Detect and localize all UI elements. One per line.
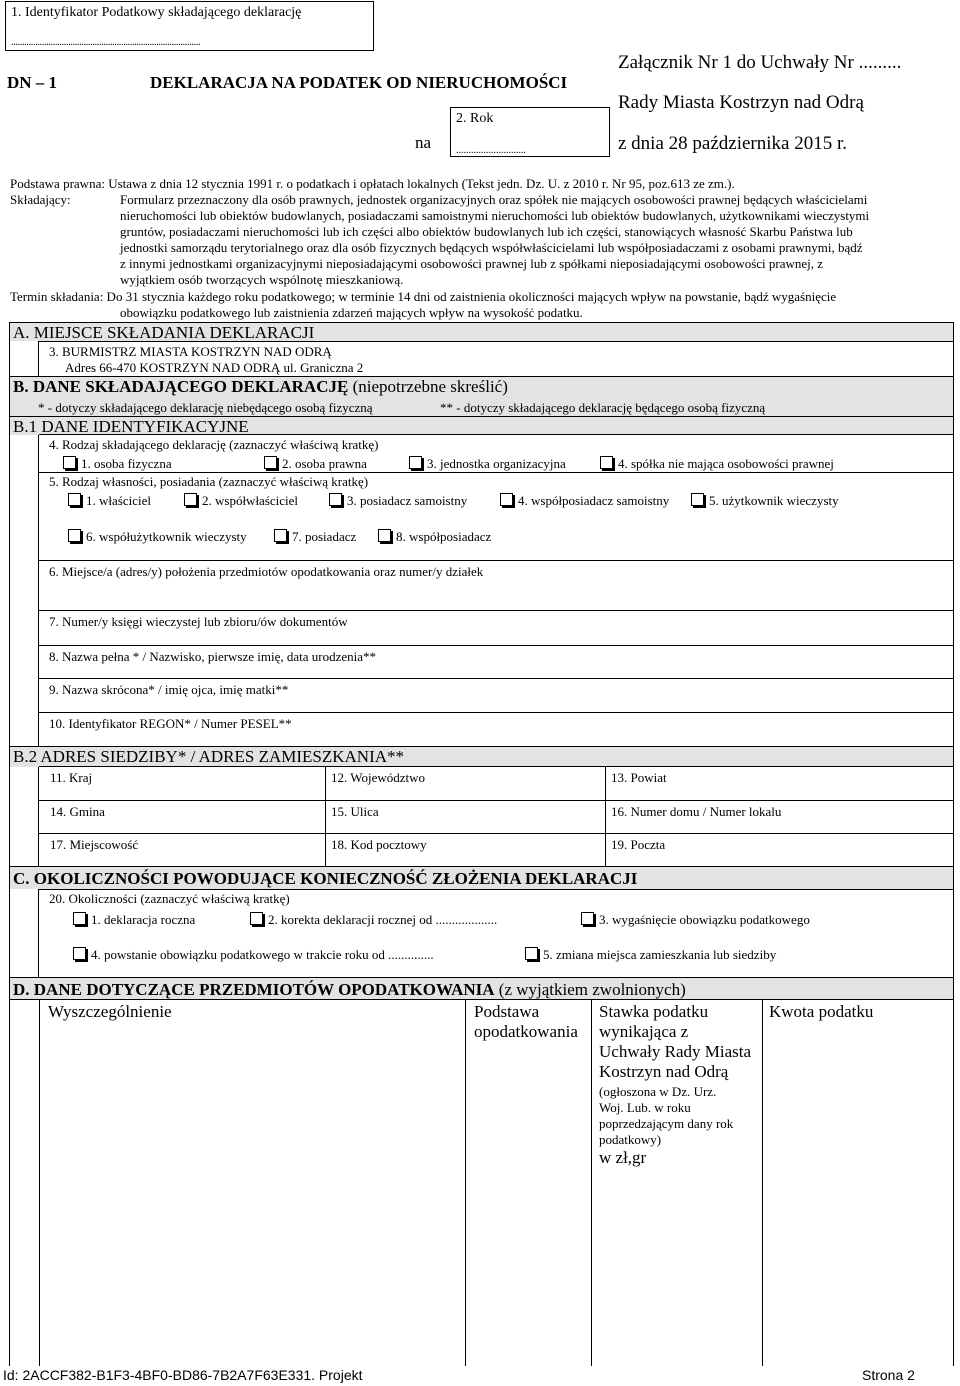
field-9-label: 9. Nazwa skrócona* / imię ojca, imię matki** <box>49 682 289 697</box>
taxpayer-id-box[interactable] <box>5 1 374 51</box>
col-rate-unit: w zł,gr <box>599 1148 647 1167</box>
option-label: 1. właściciel <box>86 493 151 508</box>
footer <box>0 1366 960 1386</box>
section-a-title: A. MIEJSCE SKŁADANIA DEKLARACJI <box>13 323 315 342</box>
filer-line-2: nieruchomości lub obiektów budowlanych, posiadaczami samoistnymi nieruchomości lub obiektów budowlanych, użytkownikami wieczystymi <box>120 208 870 223</box>
checkbox-icon[interactable] <box>264 456 277 469</box>
checkbox-icon[interactable] <box>63 456 76 469</box>
form-code: DN – 1 <box>7 73 58 92</box>
section-b-title <box>13 377 508 397</box>
col-rate-note-1: (ogłoszona w Dz. Urz. <box>599 1084 717 1099</box>
field-9[interactable] <box>39 678 953 713</box>
checkbox-icon[interactable] <box>184 493 197 506</box>
option-address-change[interactable] <box>525 947 776 962</box>
annex-line-3: z dnia 28 października 2015 r. <box>618 133 847 154</box>
field-10-label: 10. Identyfikator REGON* / Numer PESEL** <box>49 716 292 731</box>
field-8-label: 8. Nazwa pełna * / Nazwisko, pierwsze imię, data urodzenia** <box>49 649 377 664</box>
field-city[interactable]: 17. Miejscowość <box>50 837 139 852</box>
option-label: 6. współużytkownik wieczysty <box>86 529 247 544</box>
section-b-title-rest: (niepotrzebne skreślić) <box>348 377 508 396</box>
page-number: Strona 2 <box>862 1367 915 1383</box>
option-perpetual-user[interactable] <box>691 493 839 508</box>
checkbox-icon[interactable] <box>68 529 81 542</box>
taxpayer-id-label: 1. Identyfikator Podatkowy składającego deklarację <box>11 5 302 20</box>
deadline-line-1: Termin składania: Do 31 stycznia każdego roku podatkowego; w terminie 14 dni od zaistnienia okoliczności mających wpływ na powstanie, bądź wygaśnięcie <box>10 289 837 304</box>
checkbox-icon[interactable] <box>329 493 342 506</box>
option-label: 5. zmiana miejsca zamieszkania lub siedziby <box>543 947 777 962</box>
section-c-header <box>10 867 953 889</box>
option-label: 8. współposiadacz <box>396 529 492 544</box>
option-organizational-unit[interactable] <box>409 456 566 471</box>
option-label: 1. osoba fizyczna <box>81 456 172 471</box>
field-house-number[interactable]: 16. Numer domu / Numer lokalu <box>611 804 782 819</box>
field-voivodeship[interactable]: 12. Województwo <box>331 770 426 785</box>
document-id: Id: 2ACCF382-B1F3-4BF0-BD86-7B2A7F63E331. Projekt <box>3 1367 363 1383</box>
option-label: 2. osoba prawna <box>282 456 367 471</box>
option-obligation-expiry[interactable] <box>581 912 810 927</box>
form-title: DEKLARACJA NA PODATEK OD NIERUCHOMOŚCI <box>150 73 568 92</box>
section-d-header <box>10 977 953 1000</box>
filer-line-5: z innymi jednostkami organizacyjnymi nieposiadającymi osobowości prawnej lub z spółkami nieposiadającymi osobowości prawnej, z <box>120 256 824 271</box>
section-d-title-rest: (z wyjątkiem zwolnionych) <box>494 980 686 999</box>
option-label: 4. spółka nie mająca osobowości prawnej <box>618 456 834 471</box>
checkbox-icon[interactable] <box>73 947 86 960</box>
note-natural-person: ** - dotyczy składającego deklarację będącego osobą fizyczną <box>440 400 766 415</box>
year-dots: ............................ <box>456 145 526 156</box>
filer-line-3: gruntów, posiadaczami nieruchomości lub ich części albo obiektów budowlanych lub ich części, stanowiących własność Skarbu Państwa lub <box>120 224 853 239</box>
deadline-line-2: obowiązku podatkowego lub zaistnienia zdarzeń mających wpływ na wysokość podatku. <box>120 305 583 320</box>
section-b-title-bold: B. DANE SKŁADAJĄCEGO DEKLARACJĘ <box>13 377 349 396</box>
col-tax-base-2: opodatkowania <box>474 1022 578 1041</box>
option-partnership[interactable] <box>600 456 834 471</box>
field-5-label: 5. Rodzaj własności, posiadania (zaznaczyć właściwą kratkę) <box>49 474 369 489</box>
checkbox-icon[interactable] <box>525 947 538 960</box>
field-country[interactable]: 11. Kraj <box>50 770 93 785</box>
section-d-title <box>13 980 686 1000</box>
col-description: Wyszczególnienie <box>48 1002 172 1021</box>
option-obligation-start[interactable] <box>73 947 434 962</box>
option-label: 5. użytkownik wieczysty <box>709 493 839 508</box>
annex-line-1: Załącznik Nr 1 do Uchwały Nr ......... <box>618 52 902 73</box>
office-address: Adres 66-470 KOSTRZYN NAD ODRĄ ul. Graniczna 2 <box>65 360 364 375</box>
field-county[interactable]: 13. Powiat <box>611 770 667 785</box>
field-6[interactable] <box>39 560 953 611</box>
annex-line-2: Rady Miasta Kostrzyn nad Odrą <box>618 92 864 113</box>
option-label: 3. jednostka organizacyjna <box>427 456 566 471</box>
field-street[interactable]: 15. Ulica <box>331 804 379 819</box>
na-label: na <box>415 133 432 152</box>
checkbox-icon[interactable] <box>73 912 86 925</box>
col-tax-amount: Kwota podatku <box>769 1002 874 1021</box>
option-co-holder[interactable] <box>378 529 491 544</box>
option-label: 2. korekta deklaracji rocznej od ................... <box>268 912 498 927</box>
col-rate-1: Stawka podatku <box>599 1002 709 1021</box>
field-post-office[interactable]: 19. Poczta <box>611 837 666 852</box>
checkbox-icon[interactable] <box>250 912 263 925</box>
col-tax-base-1: Podstawa <box>474 1002 540 1021</box>
field-20-label: 20. Okoliczności (zaznaczyć właściwą kratkę) <box>49 891 290 906</box>
filer-line-6: wyjątkiem osób tworzących wspólnotę mieszkaniową. <box>120 272 404 287</box>
office-name: 3. BURMISTRZ MIASTA KOSTRZYN NAD ODRĄ <box>49 344 332 359</box>
legal-basis: Podstawa prawna: Ustawa z dnia 12 stycznia 1991 r. o podatkach i opłatach lokalnych (Tekst jedn. Dz. U. z 2010 r. Nr 95, poz.613 ze zm.). <box>10 176 735 191</box>
option-label: 1. deklaracja roczna <box>91 912 196 927</box>
option-correction[interactable] <box>250 912 497 927</box>
section-d-title-bold: D. DANE DOTYCZĄCE PRZEDMIOTÓW OPODATKOWANIA <box>13 980 495 999</box>
option-owner[interactable] <box>68 493 151 508</box>
section-b-header <box>10 376 953 417</box>
checkbox-icon[interactable] <box>691 493 704 506</box>
col-rate-note-3: poprzedzającym dany rok <box>599 1116 734 1131</box>
field-4 <box>39 434 953 473</box>
b1-title: B.1 DANE IDENTYFIKACYJNE <box>13 417 249 436</box>
field-postal-code[interactable]: 18. Kod pocztowy <box>331 837 427 852</box>
year-box[interactable] <box>450 107 610 157</box>
year-label: 2. Rok <box>456 111 494 126</box>
option-natural-person[interactable] <box>63 456 172 471</box>
option-annual-declaration[interactable] <box>73 912 195 927</box>
checkbox-icon[interactable] <box>600 456 613 469</box>
option-label: 4. współposiadacz samoistny <box>518 493 670 508</box>
option-label: 3. wygaśnięcie obowiązku podatkowego <box>599 912 810 927</box>
field-5 <box>39 472 953 561</box>
filer-line-4: jednostki samorządu terytorialnego oraz dla osób fizycznych będących współwłaścicielami lub współposiadaczami z osobami prawnymi, bądź <box>120 240 863 255</box>
b2-header <box>10 746 953 767</box>
option-legal-person[interactable] <box>264 456 367 471</box>
field-4-label: 4. Rodzaj składającego deklarację (zaznaczyć właściwą kratkę) <box>49 437 379 452</box>
checkbox-icon[interactable] <box>378 529 391 542</box>
col-rate-2: wynikająca z <box>599 1022 689 1041</box>
option-label: 2. współwłaściciel <box>202 493 299 508</box>
checkbox-icon[interactable] <box>500 493 513 506</box>
col-rate-note-2: Woj. Lub. w roku <box>599 1100 691 1115</box>
filer-line-1: Formularz przeznaczony dla osób prawnych, jednostek organizacyjnych oraz spółek nie mających osobowości prawnej będących właścicielami <box>120 192 868 207</box>
field-10[interactable] <box>39 712 953 747</box>
section-a-header <box>10 322 953 341</box>
option-independent-holder[interactable] <box>329 493 467 508</box>
checkbox-icon[interactable] <box>274 529 287 542</box>
field-6-label: 6. Miejsce/a (adres/y) położenia przedmiotów opodatkowania oraz numer/y działek <box>49 564 484 579</box>
col-rate-note-4: podatkowy) <box>599 1132 662 1147</box>
field-7-label: 7. Numer/y księgi wieczystej lub zbioru/ów dokumentów <box>49 614 348 629</box>
option-co-independent-holder[interactable] <box>500 493 669 508</box>
field-8[interactable] <box>39 645 953 679</box>
option-label: 3. posiadacz samoistny <box>347 493 468 508</box>
filer-label: Składający: <box>10 192 71 207</box>
option-label: 7. posiadacz <box>292 529 357 544</box>
office-box <box>39 341 953 377</box>
checkbox-icon[interactable] <box>68 493 81 506</box>
col-rate-3: Uchwały Rady Miasta <box>599 1042 752 1061</box>
field-commune[interactable]: 14. Gmina <box>50 804 105 819</box>
checkbox-icon[interactable] <box>409 456 422 469</box>
field-7[interactable] <box>39 610 953 646</box>
option-holder[interactable] <box>274 529 356 544</box>
option-co-perpetual-user[interactable] <box>68 529 247 544</box>
checkbox-icon[interactable] <box>581 912 594 925</box>
field-20 <box>39 889 953 978</box>
section-c-title: C. OKOLICZNOŚCI POWODUJĄCE KONIECZNOŚĆ ZŁOŻENIA DEKLARACJI <box>13 869 638 888</box>
b2-title: B.2 ADRES SIEDZIBY* / ADRES ZAMIESZKANIA** <box>13 747 405 766</box>
taxpayer-id-dots: ...................................................................................... <box>11 37 201 48</box>
note-legal-person: * - dotyczy składającego deklarację niebędącego osobą fizyczną <box>38 400 373 415</box>
b1-header <box>10 416 953 435</box>
col-rate-4: Kostrzyn nad Odrą <box>599 1062 729 1081</box>
option-co-owner[interactable] <box>184 493 298 508</box>
option-label: 4. powstanie obowiązku podatkowego w trakcie roku od .............. <box>91 947 434 962</box>
